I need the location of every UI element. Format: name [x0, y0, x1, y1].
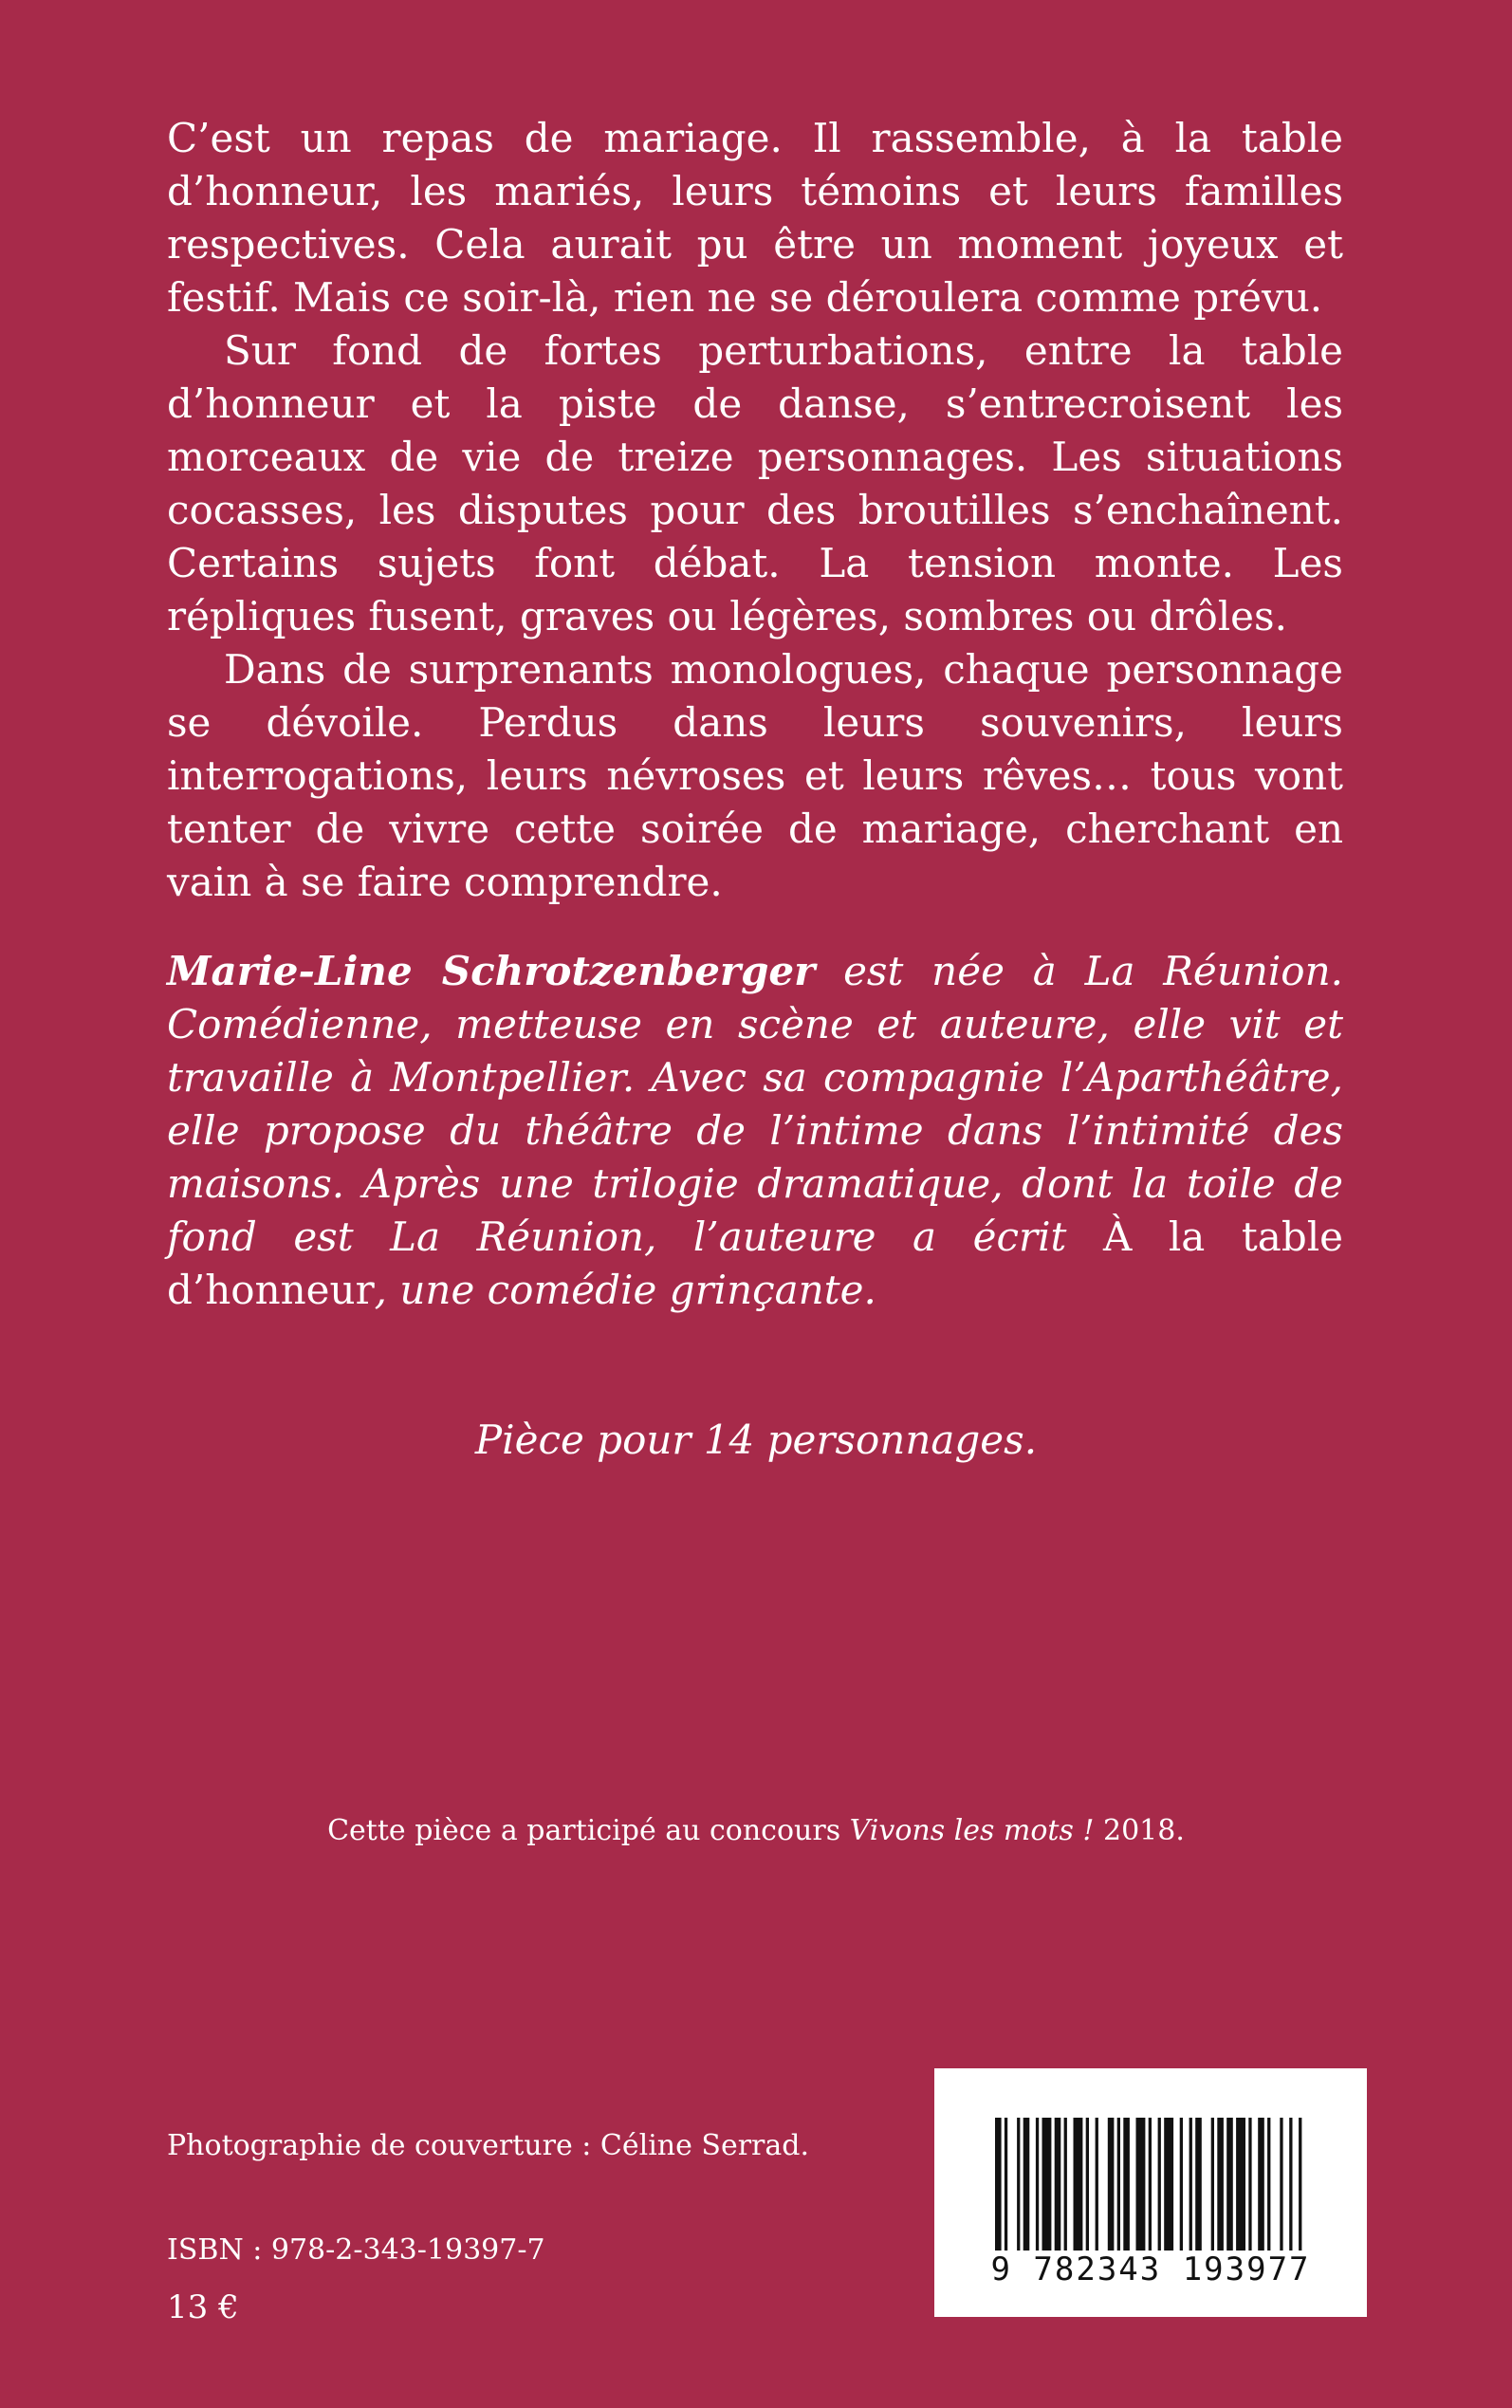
barcode-bar	[1236, 2118, 1245, 2251]
barcode-bar	[1023, 2118, 1030, 2251]
barcode-bar	[1086, 2118, 1089, 2251]
contest-name: Vivons les mots !	[849, 1814, 1095, 1847]
barcode-bar	[1289, 2118, 1292, 2251]
barcode	[934, 2068, 1367, 2317]
barcode-bars	[991, 2118, 1310, 2260]
price: 13 €	[167, 2288, 239, 2326]
bio-text-1: est née à La Réunion. Comédienne, metteuse en scène et auteure, elle vit et travaille à Montpellier. Avec sa compagnie l’Aparthéâtre, elle propose du théâtre de l’intime dans l’intimité des maisons. Après une trilogie dramatique, dont la toile de fond est La Réunion, l’auteure a écrit	[167, 948, 1343, 1260]
barcode-bar	[1211, 2118, 1214, 2251]
barcode-bar	[1117, 2118, 1120, 2251]
barcode-bar	[1064, 2118, 1067, 2251]
barcode-bar	[1096, 2118, 1098, 2251]
blurb	[167, 112, 1343, 909]
blurb-paragraph-2: Sur fond de fortes perturbations, entre la table d’honneur et la piste de danse, s’entrecroisent les morceaux de vie de treize personnages. Les situations cocasses, les disputes pour des broutilles s’enchaînent. Certains sujets font débat. La tension monte. Les répliques fusent, graves ou légères, sombres ou drôles.	[167, 327, 1343, 639]
barcode-bar	[1108, 2118, 1115, 2251]
barcode-bar	[1005, 2118, 1007, 2251]
photo-credit: Photographie de couverture : Céline Serrad.	[167, 2129, 810, 2162]
barcode-bar	[1195, 2118, 1202, 2251]
barcode-bar	[995, 2118, 1002, 2251]
contest-note	[0, 1812, 1512, 1850]
barcode-bar	[1189, 2118, 1192, 2251]
contest-text-after: 2018.	[1094, 1814, 1185, 1847]
barcode-bar	[1258, 2118, 1264, 2251]
barcode-bar	[1226, 2118, 1233, 2251]
barcode-bar	[1055, 2118, 1061, 2251]
barcode-bar	[1136, 2118, 1146, 2251]
barcode-bar	[1017, 2118, 1020, 2251]
bio-text-2: , une comédie grinçante.	[374, 1267, 876, 1313]
book-title: À la table d’honneur	[167, 1213, 1343, 1313]
author-bio	[167, 945, 1343, 1317]
author-name: Marie-Line Schrotzenberger	[167, 948, 816, 994]
barcode-bar	[1164, 2118, 1173, 2251]
barcode-bar	[1036, 2118, 1039, 2251]
barcode-bar	[1123, 2118, 1130, 2251]
contest-text-before: Cette pièce a participé au concours	[327, 1814, 850, 1847]
barcode-bar	[1248, 2118, 1251, 2251]
barcode-bar	[1217, 2118, 1224, 2251]
barcode-bar	[1074, 2118, 1083, 2251]
barcode-bar	[1180, 2118, 1183, 2251]
isbn: ISBN : 978-2-343-19397-7	[167, 2233, 545, 2267]
barcode-bar	[1042, 2118, 1052, 2251]
barcode-bar	[1267, 2118, 1270, 2251]
barcode-bar	[1280, 2118, 1282, 2251]
barcode-bar	[1149, 2118, 1152, 2251]
cast-note: Pièce pour 14 personnages.	[474, 1417, 1038, 1463]
barcode-bar	[1299, 2118, 1301, 2251]
barcode-digits: 9 782343 193977	[990, 2251, 1311, 2288]
blurb-paragraph-3: Dans de surprenants monologues, chaque personnage se dévoile. Perdus dans leurs souvenirs, leurs interrogations, leurs névroses et leurs rêves… tous vont tenter de vivre cette soirée de mariage, cherchant en vain à se faire comprendre.	[167, 646, 1343, 905]
barcode-bar	[1158, 2118, 1161, 2251]
blurb-paragraph-1: C’est un repas de mariage. Il rassemble, à la table d’honneur, les mariés, leurs témoins et leurs familles respectives. Cela aurait pu être un moment joyeux et festif. Mais ce soir-là, rien ne se déroulera comme prévu.	[167, 115, 1343, 321]
